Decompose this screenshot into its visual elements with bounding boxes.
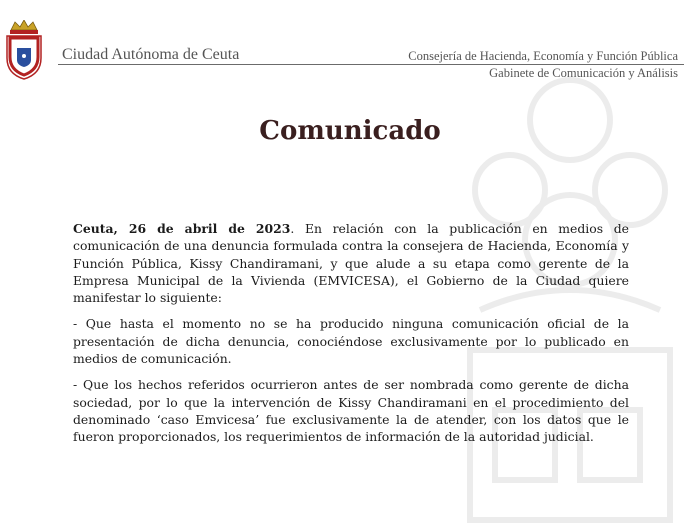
cabinet-name: Gabinete de Comunicación y Análisis [489,66,678,80]
department-name: Consejería de Hacienda, Economía y Función Pública [408,49,678,63]
intro-text: . En relación con la publicación en medios de comunicación de una denuncia formulada contra la consejera de Hacienda, Economía y Función Pública, Kissy Chandiramani, y que alude a su etapa como gerente de la Empresa Municipal de la Vivienda (EMVICESA), el Gobierno de la Ciudad quiere manifestar lo siguiente: [73,221,629,306]
intro-paragraph [73,220,629,306]
point-paragraph-1: - Que hasta el momento no se ha producido ninguna comunicación oficial de la presentación de dicha denuncia, conociéndose exclusivamente por lo publicado en medios de comunicación. [73,316,629,367]
dateline: Ceuta, 26 de abril de 2023 [73,221,291,236]
coat-of-arms-icon [3,20,45,80]
organization-name: Ciudad Autónoma de Ceuta [62,46,240,63]
header-divider [58,64,684,65]
document-body [73,220,629,455]
point-paragraph-2: - Que los hechos referidos ocurrieron antes de ser nombrada como gerente de dicha sociedad, por lo que la intervención de Kissy Chandiramani en el procedimiento del denominado ‘caso Emvicesa’ fue exclusivamente la de atender, con los datos que le fueron proporcionados, los requerimientos de información de la autoridad judicial. [73,377,629,445]
document-title: Comunicado [259,116,441,146]
